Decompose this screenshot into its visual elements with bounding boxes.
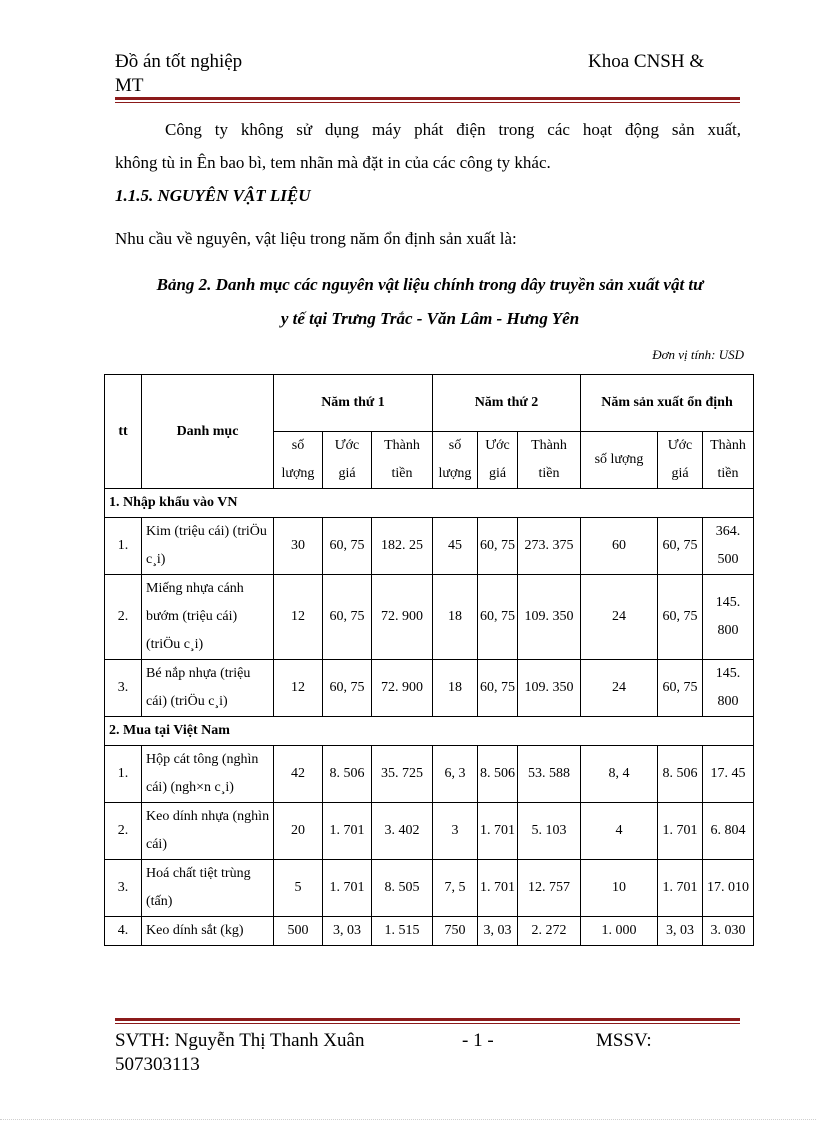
cell-item: Hộp cát tông (nghìn cái) (ngh×n c¸i) <box>142 746 274 803</box>
cell-p2: 1. 701 <box>478 860 518 917</box>
cell-tt: 1. <box>105 746 142 803</box>
cell-item: Bé nắp nhựa (triệu cái) (triÖu c¸i) <box>142 660 274 717</box>
cell-tt: 2. <box>105 803 142 860</box>
cell-t1: 72. 900 <box>372 575 433 660</box>
header-right: Khoa CNSH & <box>588 51 705 72</box>
section-row <box>105 489 754 518</box>
cell-t2: 273. 375 <box>518 518 581 575</box>
cell-tt: 1. <box>105 518 142 575</box>
cell-item: Miếng nhựa cánh bướm (triệu cái) (triÖu c¸i) <box>142 575 274 660</box>
header-rule-thin <box>115 102 740 103</box>
unit-note: Đơn vị tính: USD <box>652 347 744 362</box>
section-row <box>105 717 754 746</box>
cell-q1: 500 <box>274 917 323 946</box>
page-edge <box>0 1119 816 1121</box>
cell-q3: 4 <box>581 803 658 860</box>
cell-q2: 18 <box>433 660 478 717</box>
sub-qty: số lượng <box>581 432 658 489</box>
cell-p2: 3, 03 <box>478 917 518 946</box>
sub-total: Thành tiền <box>518 432 581 489</box>
cell-p2: 8. 506 <box>478 746 518 803</box>
header-left-cont: MT <box>115 75 144 96</box>
cell-item: Keo dính sắt (kg) <box>142 917 274 946</box>
section-heading: 1.1.5. NGUYÊN VẬT LIỆU <box>115 186 311 205</box>
intro-text: Nhu cầu về nguyên, vật liệu trong năm ổn định sản xuất là: <box>115 229 517 248</box>
table-caption-line1: Bảng 2. Danh mục các nguyên vật liệu chính trong dây truyền sản xuất vật tư <box>156 275 704 294</box>
table-row <box>105 803 754 860</box>
cell-q1: 42 <box>274 746 323 803</box>
cell-t3: 145. 800 <box>703 660 754 717</box>
col-tt: tt <box>105 375 142 489</box>
cell-tt: 3. <box>105 860 142 917</box>
cell-p3: 1. 701 <box>658 803 703 860</box>
cell-q2: 7, 5 <box>433 860 478 917</box>
cell-q3: 24 <box>581 575 658 660</box>
table-row <box>105 917 754 946</box>
header-rule <box>115 97 740 100</box>
footer-mssv: 507303113 <box>115 1054 200 1075</box>
section-import: 1. Nhập khẩu vào VN <box>105 489 754 518</box>
footer-name: SVTH: Nguyễn Thị Thanh Xuân <box>115 1030 365 1051</box>
cell-q3: 60 <box>581 518 658 575</box>
cell-p2: 60, 75 <box>478 575 518 660</box>
cell-p2: 60, 75 <box>478 518 518 575</box>
cell-q1: 12 <box>274 575 323 660</box>
cell-p1: 60, 75 <box>323 660 372 717</box>
group-stable: Năm sản xuất ổn định <box>581 375 754 432</box>
cell-p3: 8. 506 <box>658 746 703 803</box>
cell-t2: 53. 588 <box>518 746 581 803</box>
cell-q2: 18 <box>433 575 478 660</box>
table-row <box>105 518 754 575</box>
cell-t3: 3. 030 <box>703 917 754 946</box>
cell-t3: 17. 45 <box>703 746 754 803</box>
cell-t1: 3. 402 <box>372 803 433 860</box>
cell-q1: 30 <box>274 518 323 575</box>
cell-t1: 72. 900 <box>372 660 433 717</box>
cell-q2: 45 <box>433 518 478 575</box>
header-left: Đồ án tốt nghiệp <box>115 51 243 72</box>
sub-qty: số lượng <box>433 432 478 489</box>
table-caption-line2: y tế tại Trưng Trắc - Văn Lâm - Hưng Yên <box>280 309 580 328</box>
materials-table <box>104 374 754 946</box>
para1-line2: không tù in Ên bao bì, tem nhãn mà đặt in của các công ty khác. <box>115 153 551 172</box>
cell-item: Kim (triệu cái) (triÖu c¸i) <box>142 518 274 575</box>
cell-t1: 35. 725 <box>372 746 433 803</box>
cell-p1: 3, 03 <box>323 917 372 946</box>
cell-p3: 3, 03 <box>658 917 703 946</box>
cell-tt: 2. <box>105 575 142 660</box>
cell-q3: 10 <box>581 860 658 917</box>
cell-tt: 3. <box>105 660 142 717</box>
sub-qty: số lượng <box>274 432 323 489</box>
para1-line1: Công ty không sử dụng máy phát điện trong các hoạt động sản xuất, <box>165 120 741 139</box>
cell-item: Keo dính nhựa (nghìn cái) <box>142 803 274 860</box>
cell-t2: 12. 757 <box>518 860 581 917</box>
sub-total: Thành tiền <box>372 432 433 489</box>
group-year1: Năm thứ 1 <box>274 375 433 432</box>
cell-q1: 12 <box>274 660 323 717</box>
cell-t2: 109. 350 <box>518 660 581 717</box>
sub-price: Ước giá <box>323 432 372 489</box>
cell-p1: 60, 75 <box>323 518 372 575</box>
cell-q3: 1. 000 <box>581 917 658 946</box>
footer-rule <box>115 1018 740 1021</box>
cell-t2: 2. 272 <box>518 917 581 946</box>
cell-t3: 364. 500 <box>703 518 754 575</box>
cell-p2: 1. 701 <box>478 803 518 860</box>
cell-q3: 8, 4 <box>581 746 658 803</box>
cell-p1: 1. 701 <box>323 860 372 917</box>
cell-q3: 24 <box>581 660 658 717</box>
cell-p1: 1. 701 <box>323 803 372 860</box>
cell-p3: 60, 75 <box>658 575 703 660</box>
cell-q2: 6, 3 <box>433 746 478 803</box>
cell-t1: 8. 505 <box>372 860 433 917</box>
footer-rule-thin <box>115 1023 740 1024</box>
cell-p2: 60, 75 <box>478 660 518 717</box>
table-row <box>105 860 754 917</box>
cell-p3: 1. 701 <box>658 860 703 917</box>
sub-price: Ước giá <box>658 432 703 489</box>
cell-p3: 60, 75 <box>658 518 703 575</box>
footer-page-number: - 1 - <box>462 1030 494 1051</box>
col-item: Danh mục <box>142 375 274 489</box>
footer-mssv-label: MSSV: <box>596 1030 652 1051</box>
cell-p1: 8. 506 <box>323 746 372 803</box>
cell-t2: 109. 350 <box>518 575 581 660</box>
cell-q2: 750 <box>433 917 478 946</box>
domestic-rows <box>105 746 754 946</box>
cell-t1: 1. 515 <box>372 917 433 946</box>
cell-t3: 6. 804 <box>703 803 754 860</box>
table-row <box>105 746 754 803</box>
cell-p3: 60, 75 <box>658 660 703 717</box>
cell-t3: 145. 800 <box>703 575 754 660</box>
group-year2: Năm thứ 2 <box>433 375 581 432</box>
table-row <box>105 575 754 660</box>
cell-q1: 5 <box>274 860 323 917</box>
table-row <box>105 660 754 717</box>
cell-t1: 182. 25 <box>372 518 433 575</box>
cell-q2: 3 <box>433 803 478 860</box>
table-header-row <box>105 375 754 432</box>
sub-total: Thành tiền <box>703 432 754 489</box>
section-domestic: 2. Mua tại Việt Nam <box>105 717 754 746</box>
cell-tt: 4. <box>105 917 142 946</box>
cell-q1: 20 <box>274 803 323 860</box>
import-rows <box>105 518 754 717</box>
cell-t3: 17. 010 <box>703 860 754 917</box>
cell-t2: 5. 103 <box>518 803 581 860</box>
sub-price: Ước giá <box>478 432 518 489</box>
cell-item: Hoá chất tiệt trùng (tấn) <box>142 860 274 917</box>
cell-p1: 60, 75 <box>323 575 372 660</box>
